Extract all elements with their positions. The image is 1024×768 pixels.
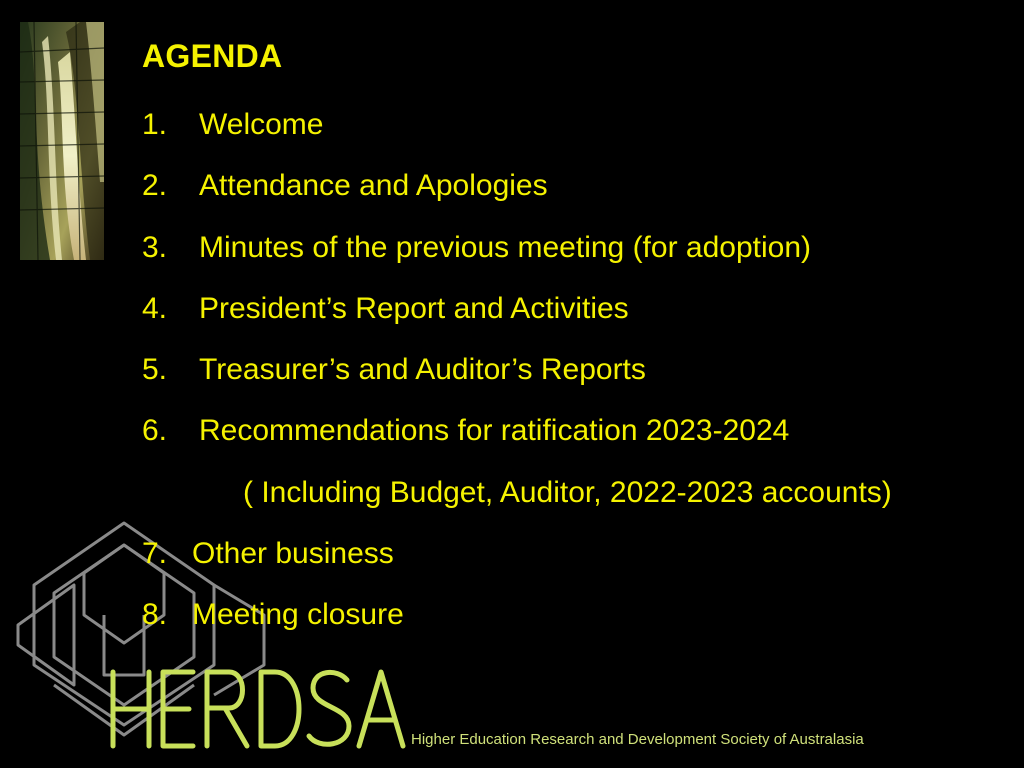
page-title: AGENDA [142, 38, 283, 74]
agenda-item [142, 412, 892, 473]
agenda-item [142, 167, 892, 228]
agenda-list [142, 106, 892, 658]
agenda-item-number: 5. [142, 353, 168, 387]
agenda-item-text: Attendance and Apologies [199, 169, 548, 203]
agenda-item [142, 290, 892, 351]
agenda-item [142, 596, 892, 657]
agenda-item-number: 8. [142, 598, 168, 632]
agenda-item-text: President’s Report and Activities [199, 291, 629, 325]
agenda-item-text: ( Including Budget, Auditor, 2022-2023 accounts) [243, 475, 892, 509]
agenda-item-text: Welcome [199, 108, 324, 141]
agenda-item-number: 4. [142, 291, 168, 325]
agenda-item-text: Other business [192, 537, 394, 571]
agenda-item-number: 6. [142, 414, 168, 448]
agenda-item [142, 351, 892, 412]
herdsa-logo [107, 666, 407, 752]
agenda-item [142, 229, 892, 290]
decorative-image [20, 22, 104, 260]
agenda-item-text: Minutes of the previous meeting (for adoption) [199, 230, 811, 264]
agenda-item [142, 535, 892, 596]
agenda-item-number: 2. [142, 169, 168, 203]
agenda-item-text: Recommendations for ratification 2023-2024 [199, 414, 790, 448]
agenda-item-number: 1. [142, 108, 168, 141]
organization-tagline: Higher Education Research and Development Society of Australasia [411, 731, 864, 748]
agenda-item [142, 106, 892, 167]
agenda-item-subline [142, 474, 892, 535]
agenda-item-text: Treasurer’s and Auditor’s Reports [199, 353, 646, 387]
agenda-item-number: 7. [142, 537, 168, 571]
agenda-item-text: Meeting closure [192, 598, 404, 632]
agenda-item-number: 3. [142, 230, 168, 264]
